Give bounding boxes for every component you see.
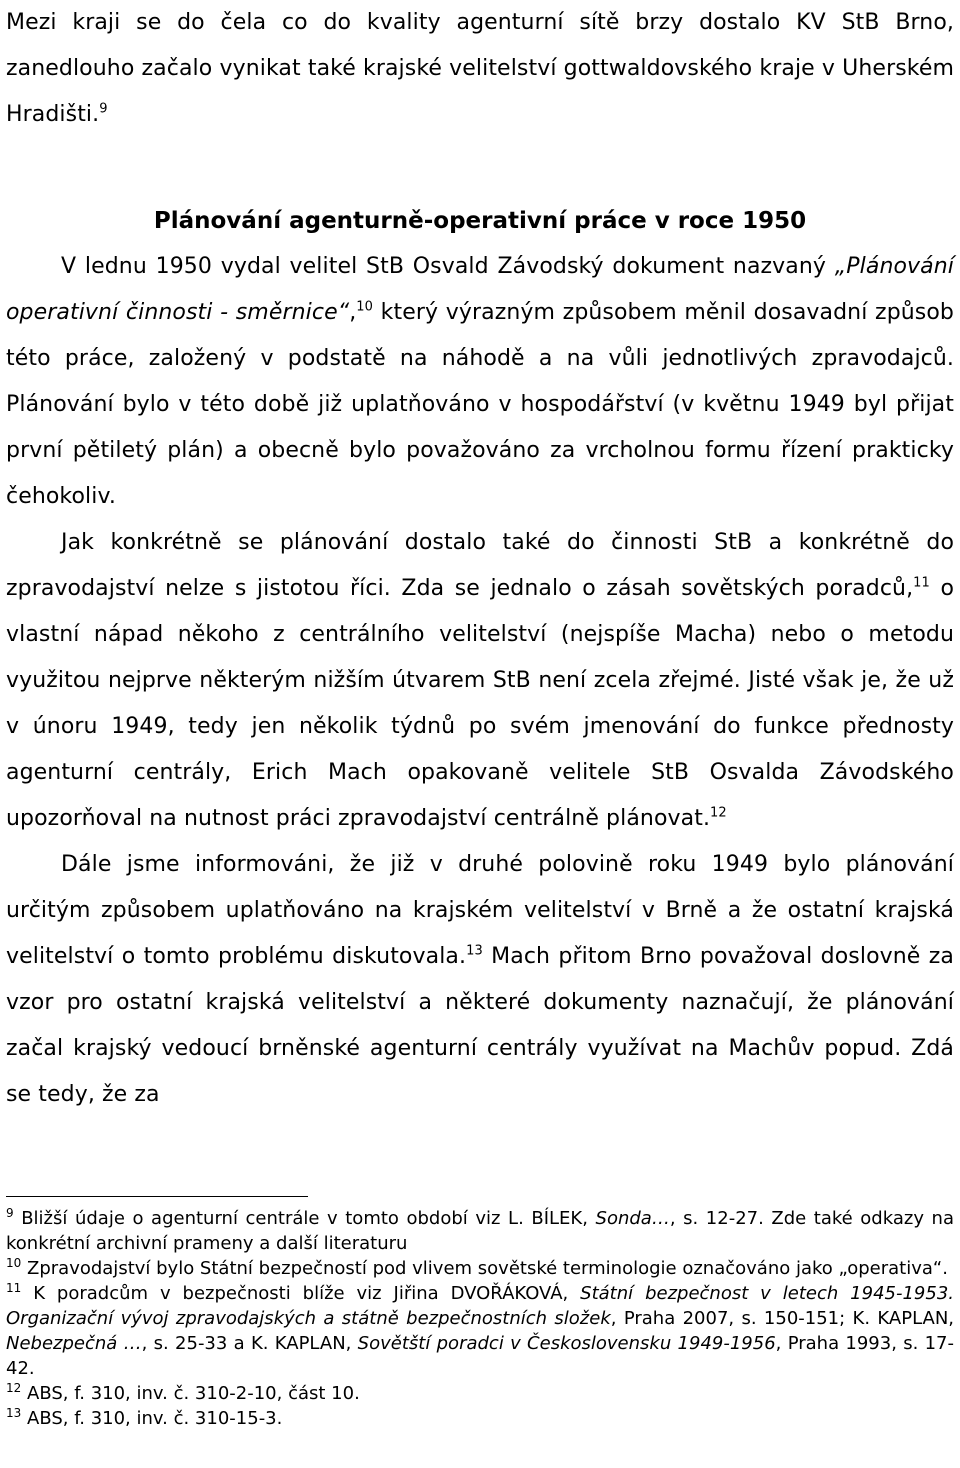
paragraph-1 bbox=[6, 244, 954, 520]
footnote-ref-11[interactable]: 11 bbox=[913, 575, 930, 591]
footnote-10-text: Zpravodajství bylo Státní bezpečností pod vlivem sovětské terminologie označováno jako „operativa“. bbox=[21, 1258, 948, 1279]
section-heading: Plánování agenturně-operativní práce v roce 1950 bbox=[153, 208, 807, 234]
footnote-11-text-b: , Praha 2007, s. 150-151; K. KAPLAN, bbox=[610, 1308, 955, 1329]
intro-paragraph bbox=[6, 0, 954, 138]
footnote-11-text-d: , Praha 1993, s. 17-42. bbox=[6, 1333, 955, 1379]
footnote-9-title: Sonda… bbox=[595, 1208, 670, 1229]
footnote-ref-9[interactable]: 9 bbox=[99, 101, 108, 117]
footnotes bbox=[6, 1206, 954, 1431]
p1-text-a: V lednu 1950 vydal velitel StB Osvald Závodský dokument nazvaný bbox=[61, 254, 835, 279]
p1-text-b: , bbox=[349, 300, 357, 325]
footnote-13-number: 13 bbox=[6, 1406, 22, 1420]
footnote-9-text-b: , s. 12-27. Zde také odkazy na konkrétní archivní prameny a další literaturu bbox=[6, 1208, 954, 1254]
footnote-10-number: 10 bbox=[6, 1256, 22, 1270]
footnote-11-number: 11 bbox=[6, 1281, 22, 1295]
footnote-11 bbox=[6, 1281, 954, 1381]
footnote-12-text: ABS, f. 310, inv. č. 310-2-10, část 10. bbox=[21, 1383, 360, 1404]
footnote-9-text: Bližší údaje o agenturní centrále v tomto období viz L. BÍLEK, bbox=[13, 1208, 596, 1229]
footnote-ref-12[interactable]: 12 bbox=[710, 805, 727, 821]
p3-text-a: Dále jsme informováni, že již v druhé polovině roku 1949 bylo plánování určitým způsobem uplatňováno na krajském velitelství v Brně a že ostatní krajská velitelství o tomto problému diskutovala. bbox=[6, 852, 954, 969]
intro-text: Mezi kraji se do čela co do kvality agenturní sítě brzy dostalo KV StB Brno, zanedlouho začalo vynikat také krajské velitelství gottwaldovského kraje v Uherském Hradišti. bbox=[6, 10, 954, 127]
paragraph-3 bbox=[6, 842, 954, 1118]
paragraph-2 bbox=[6, 520, 954, 842]
footnote-11-text-c: , s. 25-33 a K. KAPLAN, bbox=[141, 1333, 358, 1354]
footnote-9-number: 9 bbox=[6, 1206, 14, 1220]
p1-document-title: „Plánování operativní činnosti - směrnice“ bbox=[6, 254, 954, 325]
footnote-12-number: 12 bbox=[6, 1381, 22, 1395]
footnote-9 bbox=[6, 1206, 954, 1256]
p3-text-b: Mach přitom Brno považoval doslovně za vzor pro ostatní krajská velitelství a některé dokumenty naznačují, že plánování začal krajský vedoucí brněnské agenturní centrály využívat na Machův popud. Zdá se tedy, že za bbox=[6, 944, 955, 1107]
p2-text-a: Jak konkrétně se plánování dostalo také do činnosti StB a konkrétně do zpravodajství nelze s jistotou říci. Zda se jednalo o zásah sovětských poradců, bbox=[6, 530, 954, 601]
footnote-13-text: ABS, f. 310, inv. č. 310-15-3. bbox=[21, 1408, 283, 1429]
footnote-separator bbox=[6, 1196, 308, 1197]
document-page bbox=[6, 0, 954, 1118]
footnote-11-title-2: Nebezpečná … bbox=[6, 1333, 142, 1354]
footnote-11-title-3: Sovětští poradci v Československu 1949-1956 bbox=[357, 1333, 776, 1354]
footnote-10 bbox=[6, 1256, 954, 1281]
footnote-ref-13[interactable]: 13 bbox=[466, 943, 483, 959]
footnote-11-title-1: Státní bezpečnost v letech 1945-1953. Organizační vývoj zpravodajských a státně bezpečnostních složek bbox=[6, 1283, 955, 1329]
footnote-ref-10[interactable]: 10 bbox=[356, 299, 374, 315]
footnote-11-text: K poradcům v bezpečnosti blíže viz Jiřina DVOŘÁKOVÁ, bbox=[21, 1283, 581, 1304]
footnote-13 bbox=[6, 1406, 954, 1431]
footnote-12 bbox=[6, 1381, 954, 1406]
p1-text-c: který výrazným způsobem měnil dosavadní způsob této práce, založený v podstatě na náhodě a na vůli jednotlivých zpravodajců. Plánování bylo v této době již uplatňováno v hospodářství (v květnu 1949 byl přijat první pětiletý plán) a obecně bylo považováno za vrcholnou formu řízení prakticky čehokoliv. bbox=[6, 300, 954, 509]
p2-text-b: o vlastní nápad někoho z centrálního velitelství (nejspíše Macha) nebo o metodu využitou nejprve některým nižším útvarem StB není zcela zřejmé. Jisté však je, že už v únoru 1949, tedy jen několik týdnů po svém jmenování do funkce přednosty agenturní centrály, Erich Mach opakovaně velitele StB Osvalda Závodského upozorňoval na nutnost práci zpravodajství centrálně plánovat. bbox=[6, 576, 955, 831]
